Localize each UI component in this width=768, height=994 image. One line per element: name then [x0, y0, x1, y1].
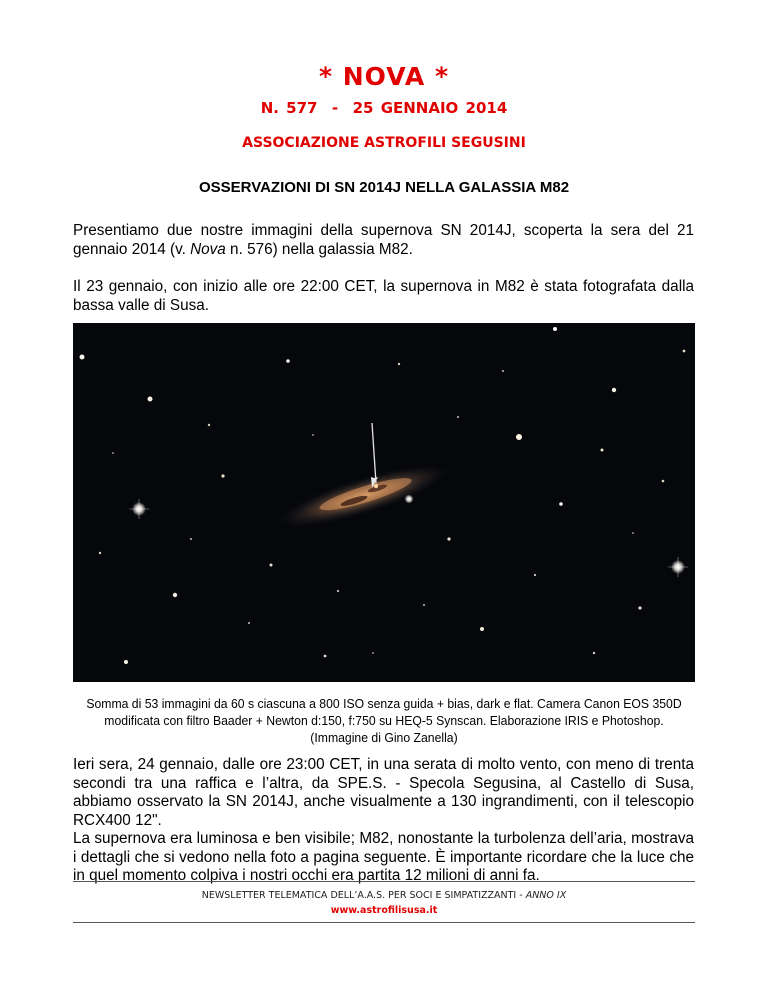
paragraph-intro-part1: Presentiamo due nostre immagini della supernova SN 2014J, scoperta la sera del 21 gennaio 2014 (v.: [73, 222, 694, 258]
m82-photo-svg: [73, 323, 695, 682]
footer-label: NEWSLETTER TELEMATICA DELL’A.A.S. PER SOCI E SIMPATIZZANTI -: [201, 890, 526, 901]
paragraph-photo-date: Il 23 gennaio, con inizio alle ore 22:00 CET, la supernova in M82 è stata fotografata dalla bassa valle di Susa.: [73, 278, 694, 314]
footer-website-link[interactable]: www.astrofilisusa.it: [330, 905, 438, 916]
nova-italic: Nova: [190, 241, 226, 258]
observation-text: Ieri sera, 24 gennaio, dalle ore 23:00 CET, in una serata di molto vento, con meno di trenta secondi tra una raffica e l’altra, da SPE.S. - Specola Segusina, al Castello di Susa, abbiamo osservato la SN 2014J, anche visualmente a 130 ingrandimenti, con il telescopio RCX400 12".: [73, 756, 694, 829]
paragraph-observation: [73, 756, 694, 886]
association-name: ASSOCIAZIONE ASTROFILI SEGUSINI: [242, 135, 526, 151]
paragraph-intro-part2: n. 576) nella galassia M82.: [225, 241, 413, 258]
footer-divider-bottom: [73, 922, 695, 923]
article-title: OSSERVAZIONI DI SN 2014J NELLA GALASSIA M82: [198, 179, 570, 196]
caption-line-3: (Immagine di Gino Zanella): [310, 730, 458, 745]
newsletter-title: * NOVA *: [318, 62, 450, 91]
photo-caption: [79, 695, 688, 746]
footer-newsletter-line: [0, 890, 768, 901]
paragraph-intro: [73, 221, 694, 259]
caption-line-2: modificata con filtro Baader + Newton d:150, f:750 su HEQ-5 Synscan. Elaborazione IRIS e Photoshop.: [104, 713, 664, 728]
footer-year: ANNO IX: [525, 890, 567, 901]
footer-divider-top: [73, 881, 695, 882]
supernova-text: La supernova era luminosa e ben visibile; M82, nonostante la turbolenza dell’aria, mostrava i dettagli che si vedono nella foto a pagina seguente. È importante ricordare che la luce che in quel momento colpiva i nostri occhi era partita 12 milioni di anni fa.: [73, 830, 694, 884]
caption-line-1: Somma di 53 immagini da 60 s ciascuna a 800 ISO senza guida + bias, dark e flat. Camera Canon EOS 350D: [86, 696, 682, 711]
supernova-point: [374, 484, 378, 488]
issue-line: N. 577 - 25 GENNAIO 2014: [260, 99, 508, 117]
m82-supernova-photo: [73, 323, 695, 682]
